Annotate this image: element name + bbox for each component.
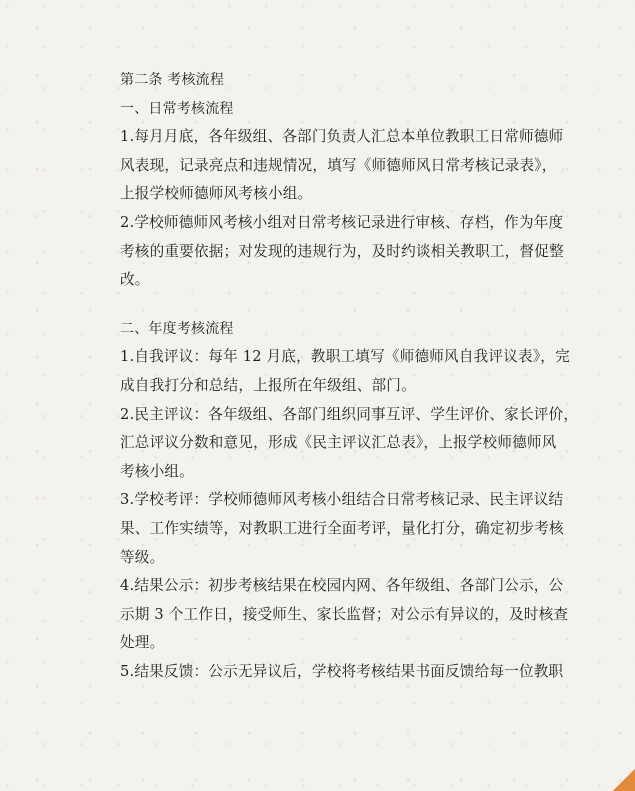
page-corner-mark <box>613 769 635 791</box>
text-line: 5.结果反馈：公示无异议后，学校将考核结果书面反馈给每一位教职 <box>120 662 564 680</box>
text-line: 1.自我评议：每年 12 月底，教职工填写《师德师风自我评议表》，完 <box>120 348 570 366</box>
part2-item-5 <box>120 658 564 687</box>
text-line: 示期 3 个工作日，接受师生、家长监督；对公示有异议的，及时核查 <box>120 605 569 623</box>
text-line: 处理。 <box>120 634 165 652</box>
part1-item-1 <box>120 123 564 209</box>
text-line: 2.民主评议：各年级组、各部门组织同事互评、学生评价、家长评价， <box>120 405 579 423</box>
part2-item-1 <box>120 343 570 400</box>
document-body <box>120 66 579 686</box>
text-line: 2.学校师德师风考核小组对日常考核记录进行审核、存档，作为年度 <box>120 213 564 231</box>
text-line: 1.每月月底，各年级组、各部门负责人汇总本单位教职工日常师德师 <box>120 128 564 146</box>
text-line: 4.结果公示：初步考核结果在校园内网、各年级组、各部门公示，公 <box>120 577 564 595</box>
text-line: 风表现，记录亮点和违规情况，填写《师德师风日常考核记录表》， <box>120 156 557 174</box>
text-line: 改。 <box>120 271 150 289</box>
part2-item-3 <box>120 486 564 572</box>
text-line: 等级。 <box>120 548 165 566</box>
text-line: 果、工作实绩等，对教职工进行全面考评，量化打分，确定初步考核 <box>120 519 564 537</box>
text-line: 考核小组。 <box>120 462 194 480</box>
section-title: 第二条 考核流程 <box>120 72 225 88</box>
text-line: 成自我打分和总结，上报所在年级组、部门。 <box>120 376 416 394</box>
part2-heading: 二、年度考核流程 <box>120 320 234 337</box>
text-line: 考核的重要依据；对发现的违规行为，及时约谈相关教职工，督促整 <box>120 242 564 260</box>
part2-item-2 <box>120 401 579 487</box>
text-line: 3.学校考评：学校师德师风考核小组结合日常考核记录、民主评议结 <box>120 491 564 509</box>
paragraph-gap <box>120 295 518 315</box>
part1-item-2 <box>120 209 564 295</box>
part2-item-4 <box>120 572 569 658</box>
text-line: 汇总评议分数和意见，形成《民主评议汇总表》，上报学校师德师风 <box>120 434 557 452</box>
part1-heading: 一、日常考核流程 <box>120 100 234 117</box>
text-line: 上报学校师德师风考核小组。 <box>120 185 313 203</box>
